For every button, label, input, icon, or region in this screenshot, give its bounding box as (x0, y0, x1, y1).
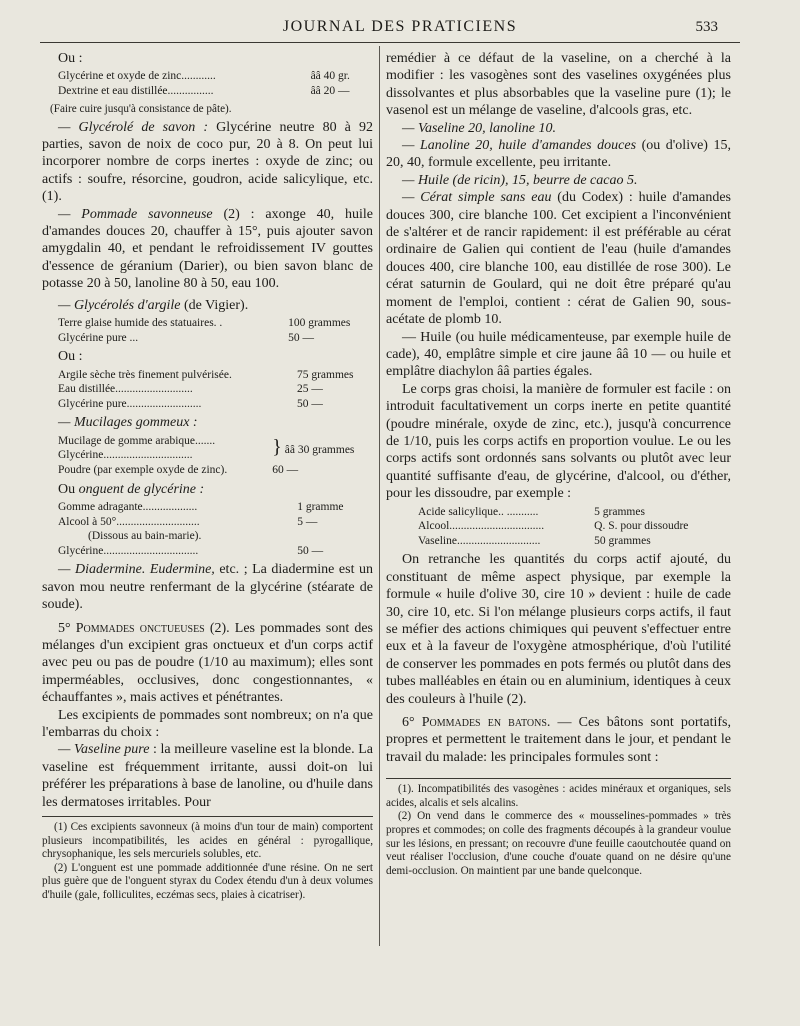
ingredient: Eau distillée........................... (58, 383, 193, 396)
formula-row (42, 434, 373, 449)
brace-symbol: } (272, 435, 282, 458)
quantity: 5 grammes (594, 505, 645, 518)
footnote-1: (1). Incompatibilités des vasogènes : acides minéraux et organiques, sels acides, alcalis et sels alcalins. (386, 783, 731, 809)
quantity-value: ââ 30 grammes (284, 443, 355, 456)
quantity: 50 grammes (594, 534, 651, 547)
ingredient: Alcool à 50°............................. (58, 515, 200, 528)
formula-row (402, 519, 719, 534)
quantity (266, 434, 373, 463)
section-number: 6° (402, 715, 422, 730)
formula-row (42, 529, 373, 544)
formula-table-3 (42, 368, 373, 412)
footnote-2: (2) On vend dans le commerce des « mousselines-pommades » très propres et commodes; on colle des fragments découpés à la grandeur voulue sur les lésions, en pressant; on recouvre d'une feuille caoutchoutée quand on veut réaliser l'occlusion, d'une couche d'ouate quand on ne désire qu'une demi-occlusion. On maintient par une bande quelconque. (386, 810, 731, 877)
formula-table-5 (42, 500, 373, 558)
right-column (386, 50, 731, 878)
formula-row (42, 382, 373, 397)
page-number: 533 (695, 19, 718, 35)
formula-row (402, 505, 719, 520)
quantity: 25 — (296, 383, 323, 396)
footnote-rule (386, 778, 731, 779)
paragraph-heading: — Glycérolés d'argile (58, 297, 181, 313)
paragraph-glyceroles-argile (42, 297, 373, 314)
paragraph-vaseline-pure (42, 741, 373, 811)
paragraph-mucilages (42, 414, 373, 431)
quantity: 50 — (296, 397, 323, 410)
ingredient: Poudre (par exemple oxyde de zinc). (58, 464, 228, 477)
ingredient: Mucilage de gomme arabique....... (58, 434, 216, 447)
quantity: 1 gramme (297, 501, 344, 514)
formula-table-4 (42, 434, 373, 478)
ingredient: Glycérine pure.......................... (58, 397, 202, 410)
quantity: 75 grammes (296, 368, 354, 381)
quantity: ââ 20 — (310, 85, 350, 97)
paragraph-text: (du Codex) : huile d'amandes douces 300, cire blanche 100. Cet excipient a l'inconvénient de s'altérer et de rancir rapidement: il est préférable au cérat ordinaire de Galien qui contient de l'eau (huile d'amandes douces 400, cire blanche 100, eau distillée de rose 300). Le cérat saturnin de Goulard, qui ne doit être préparé qu'au moment de l'emploi, contient : cérat de Galien 90, sous-acétate de plomb 10. (386, 190, 731, 328)
journal-title: JOURNAL DES PRATICIENS (282, 18, 518, 35)
quantity: 100 grammes (288, 317, 351, 330)
paragraph-huile-medicamenteuse: — Huile (ou huile médicamenteuse, par exemple huile de cade), 40, emplâtre simple et cire jaune ââ 10 — ou huile et emplâtre diachylon ââ parties égales. (386, 329, 731, 380)
formula-huile-ricin: — Huile (de ricin), 15, beurre de cacao 5. (402, 172, 638, 188)
ingredient: Glycérine et oxyde de zinc............ (58, 70, 216, 83)
section-number: 5° (58, 620, 76, 636)
formula-note: (Faire cuire jusqu'à consistance de pâte). (50, 102, 232, 115)
formula-vaseline-lanoline: — Vaseline 20, lanoline 10. (402, 120, 556, 136)
paragraph-heading: — Lanoline 20, huile d'amandes douces (402, 138, 637, 154)
ingredient: Terre glaise humide des statuaires. . (58, 317, 223, 330)
formula-row (42, 316, 373, 331)
formula-table-6 (402, 505, 719, 549)
paragraph-vasogenes: remédier à ce défaut de la vaseline, on a cherché à la modifier : les vasogènes sont des vaselines oxygénées plus dissolvantes et plus absorbables que la vaseline pure (1); le vasenol est un mélange de vaseline, d'alcools gras, etc. (386, 51, 731, 119)
or-word: Ou (58, 481, 79, 497)
formula-note: (Dissous au bain-marie). (88, 530, 202, 543)
paragraph-text: (2). Les pommades sont des mélanges d'un excipient gras onctueux et d'un corps actif avec peu ou pas de poudre (1/10 au maximum); elles sont imperméables, occlusives, donc congestionnantes, « échauffantes », mais actives et pénétrantes. (42, 620, 373, 706)
footnote-1: (1) Ces excipients savonneux (à moins d'un tour de main) comportent plusieurs incompatibilités, les acides en général : pyrogallique, chrysophanique, les sels mercuriels solubles, etc. (42, 821, 373, 861)
footnote-2: (2) L'onguent est une pommade additionnée d'une résine. On ne sert plus guère que de l'onguent styrax du Codex étendu d'un à deux volumes d'huile (gale, folliculites, eczémas secs, plaies à cicatriser). (42, 861, 373, 902)
column-divider (379, 46, 380, 946)
paragraph-text: — Ces bâtons sont portatifs, propres et permettent le traitement dans le jour, et pendant le travail du malade: les principales formules sont : (386, 715, 732, 765)
header-rule (40, 42, 740, 43)
paragraph-text: (ou d'olive) 15, 20, 40, formule excellente, peu irritante. (386, 138, 731, 171)
left-column (42, 50, 373, 903)
quantity: 50 — (297, 544, 324, 557)
quantity: 60 — (272, 464, 299, 477)
or-label: Ou : (58, 349, 83, 365)
quantity: Q. S. pour dissoudre (594, 520, 689, 533)
paragraph-heading: — Mucilages gommeux : (58, 415, 198, 431)
formula-row (42, 500, 373, 515)
paragraph-heading: — Diadermine. Eudermine, (58, 562, 215, 578)
ingredient: Acide salicylique.. ........... (418, 505, 539, 518)
ingredient: Vaseline............................. (418, 534, 541, 547)
paragraph-pommades-onctueuses (42, 620, 373, 707)
paragraph-cerat (386, 189, 731, 328)
paragraph-text: (de Vigier). (180, 297, 249, 313)
or-label: Ou : (58, 51, 83, 66)
paragraph-formulation: Le corps gras choisi, la manière de formuler est facile : on introduit facultativement un corps inerte en petite quantité (poudre minérale, oxyde de zinc, etc.), jusqu'à concurrence de 1/10, puis les corps actifs en proportion voulue. Le ou les corps actifs sont ordonnés sans solvants ou plutôt avec leur quantité suffisante d'eau, de glycérine, d'alcool, ou d'éther, pour les dissoudre, par exemple : (386, 381, 731, 502)
paragraph-text: : la meilleure vaseline est la blonde. La vaseline est fréquemment irritante, aussi doit-on lui préférer les préparations à base de lanoline, ou d'huile dans les dermatoses irritables. Pour (42, 742, 374, 810)
paragraph-heading: — Vaseline pure (58, 742, 150, 758)
footnote-rule (42, 816, 373, 817)
formula-table-1 (42, 69, 373, 98)
or-onguent-label (42, 481, 373, 498)
page-header (0, 18, 800, 42)
formula-row (42, 69, 373, 84)
onguent-heading: onguent de glycérine : (78, 481, 205, 497)
paragraph-text: etc. ; La diadermine est un savon mou neutre renfermant de la glycérine (stéarate de soude). (42, 562, 373, 613)
paragraph-heading: — Glycérolé de savon : (58, 119, 209, 135)
paragraph-pommades-batons (386, 714, 731, 766)
formula-row (42, 331, 373, 346)
section-heading: Pommades en batons. (421, 715, 551, 730)
formula-row (42, 397, 373, 412)
paragraph-heading: — Cérat simple sans eau (402, 190, 552, 206)
ingredient: Alcool................................. (418, 520, 545, 533)
footnotes-left (42, 821, 373, 903)
formula-row (42, 368, 373, 383)
ingredient: Glycérine pure ... (58, 331, 139, 344)
paragraph-diadermine (42, 561, 373, 613)
formula-lanoline-amandes (386, 137, 731, 172)
quantity: 5 — (297, 515, 318, 528)
ingredient: Glycérine............................... (58, 449, 193, 462)
formula-row (42, 515, 373, 530)
paragraph-text: (2) : axonge 40, huile d'amandes douces 20, chauffer à 15°, puis ajouter savon amygdalin 40, et pendant le refroidissement IV gouttes d'essence de géranium (Darier), ou bien savon blanc de potasse 20 à 50, lanoline 80 à 50, eau 100. (42, 206, 373, 292)
formula-row (42, 463, 373, 478)
ingredient: Argile sèche très finement pulvérisée. (58, 368, 232, 381)
paragraph-pommade-savonneuse (42, 206, 373, 293)
quantity: 50 — (288, 331, 314, 344)
paragraph-excipients: Les excipients de pommades sont nombreux; on n'a que l'embarras du choix : (42, 707, 373, 741)
paragraph-retranche: On retranche les quantités du corps actif ajouté, du constituant de même aspect physique, par exemple la formule « huile d'olive 30, cire 10 » devient : huile de cade 30, cire 10, etc. Si l'on mélange plusieurs corps actifs, il faut se méfier des actions chimiques qui peuvent s'effectuer entre eux et à la faveur de l'oxygène atmosphérique, d'où l'utilité de conserver les pommades en pots fermés ou plutôt dans des tubes malléables en étain ou en aluminium, identiques à ceux des couleurs à l'huile (2). (386, 552, 731, 707)
quantity: ââ 40 gr. (310, 70, 350, 83)
section-heading: Pommades onctueuses (75, 620, 205, 636)
ingredient: Gomme adragante................... (58, 501, 198, 514)
ingredient: Dextrine et eau distillée................ (58, 85, 214, 97)
formula-table-2 (42, 316, 373, 345)
paragraph-text: Glycérine neutre 80 à 92 parties, savon de noix de coco pur, 20 à 8. On peut lui incorporer nombre de corps inertes : oxyde de zinc; ou actifs : soufre, résorcine, goudron, acide salicylique, etc. (1). (42, 119, 373, 205)
formula-row (402, 534, 719, 549)
footnotes-right (386, 783, 731, 878)
ingredient: Glycérine................................. (58, 544, 199, 557)
formula-row (42, 84, 373, 99)
paragraph-glycerole-savon (42, 119, 373, 206)
paragraph-heading: — Pommade savonneuse (58, 206, 213, 222)
formula-row (42, 544, 373, 559)
